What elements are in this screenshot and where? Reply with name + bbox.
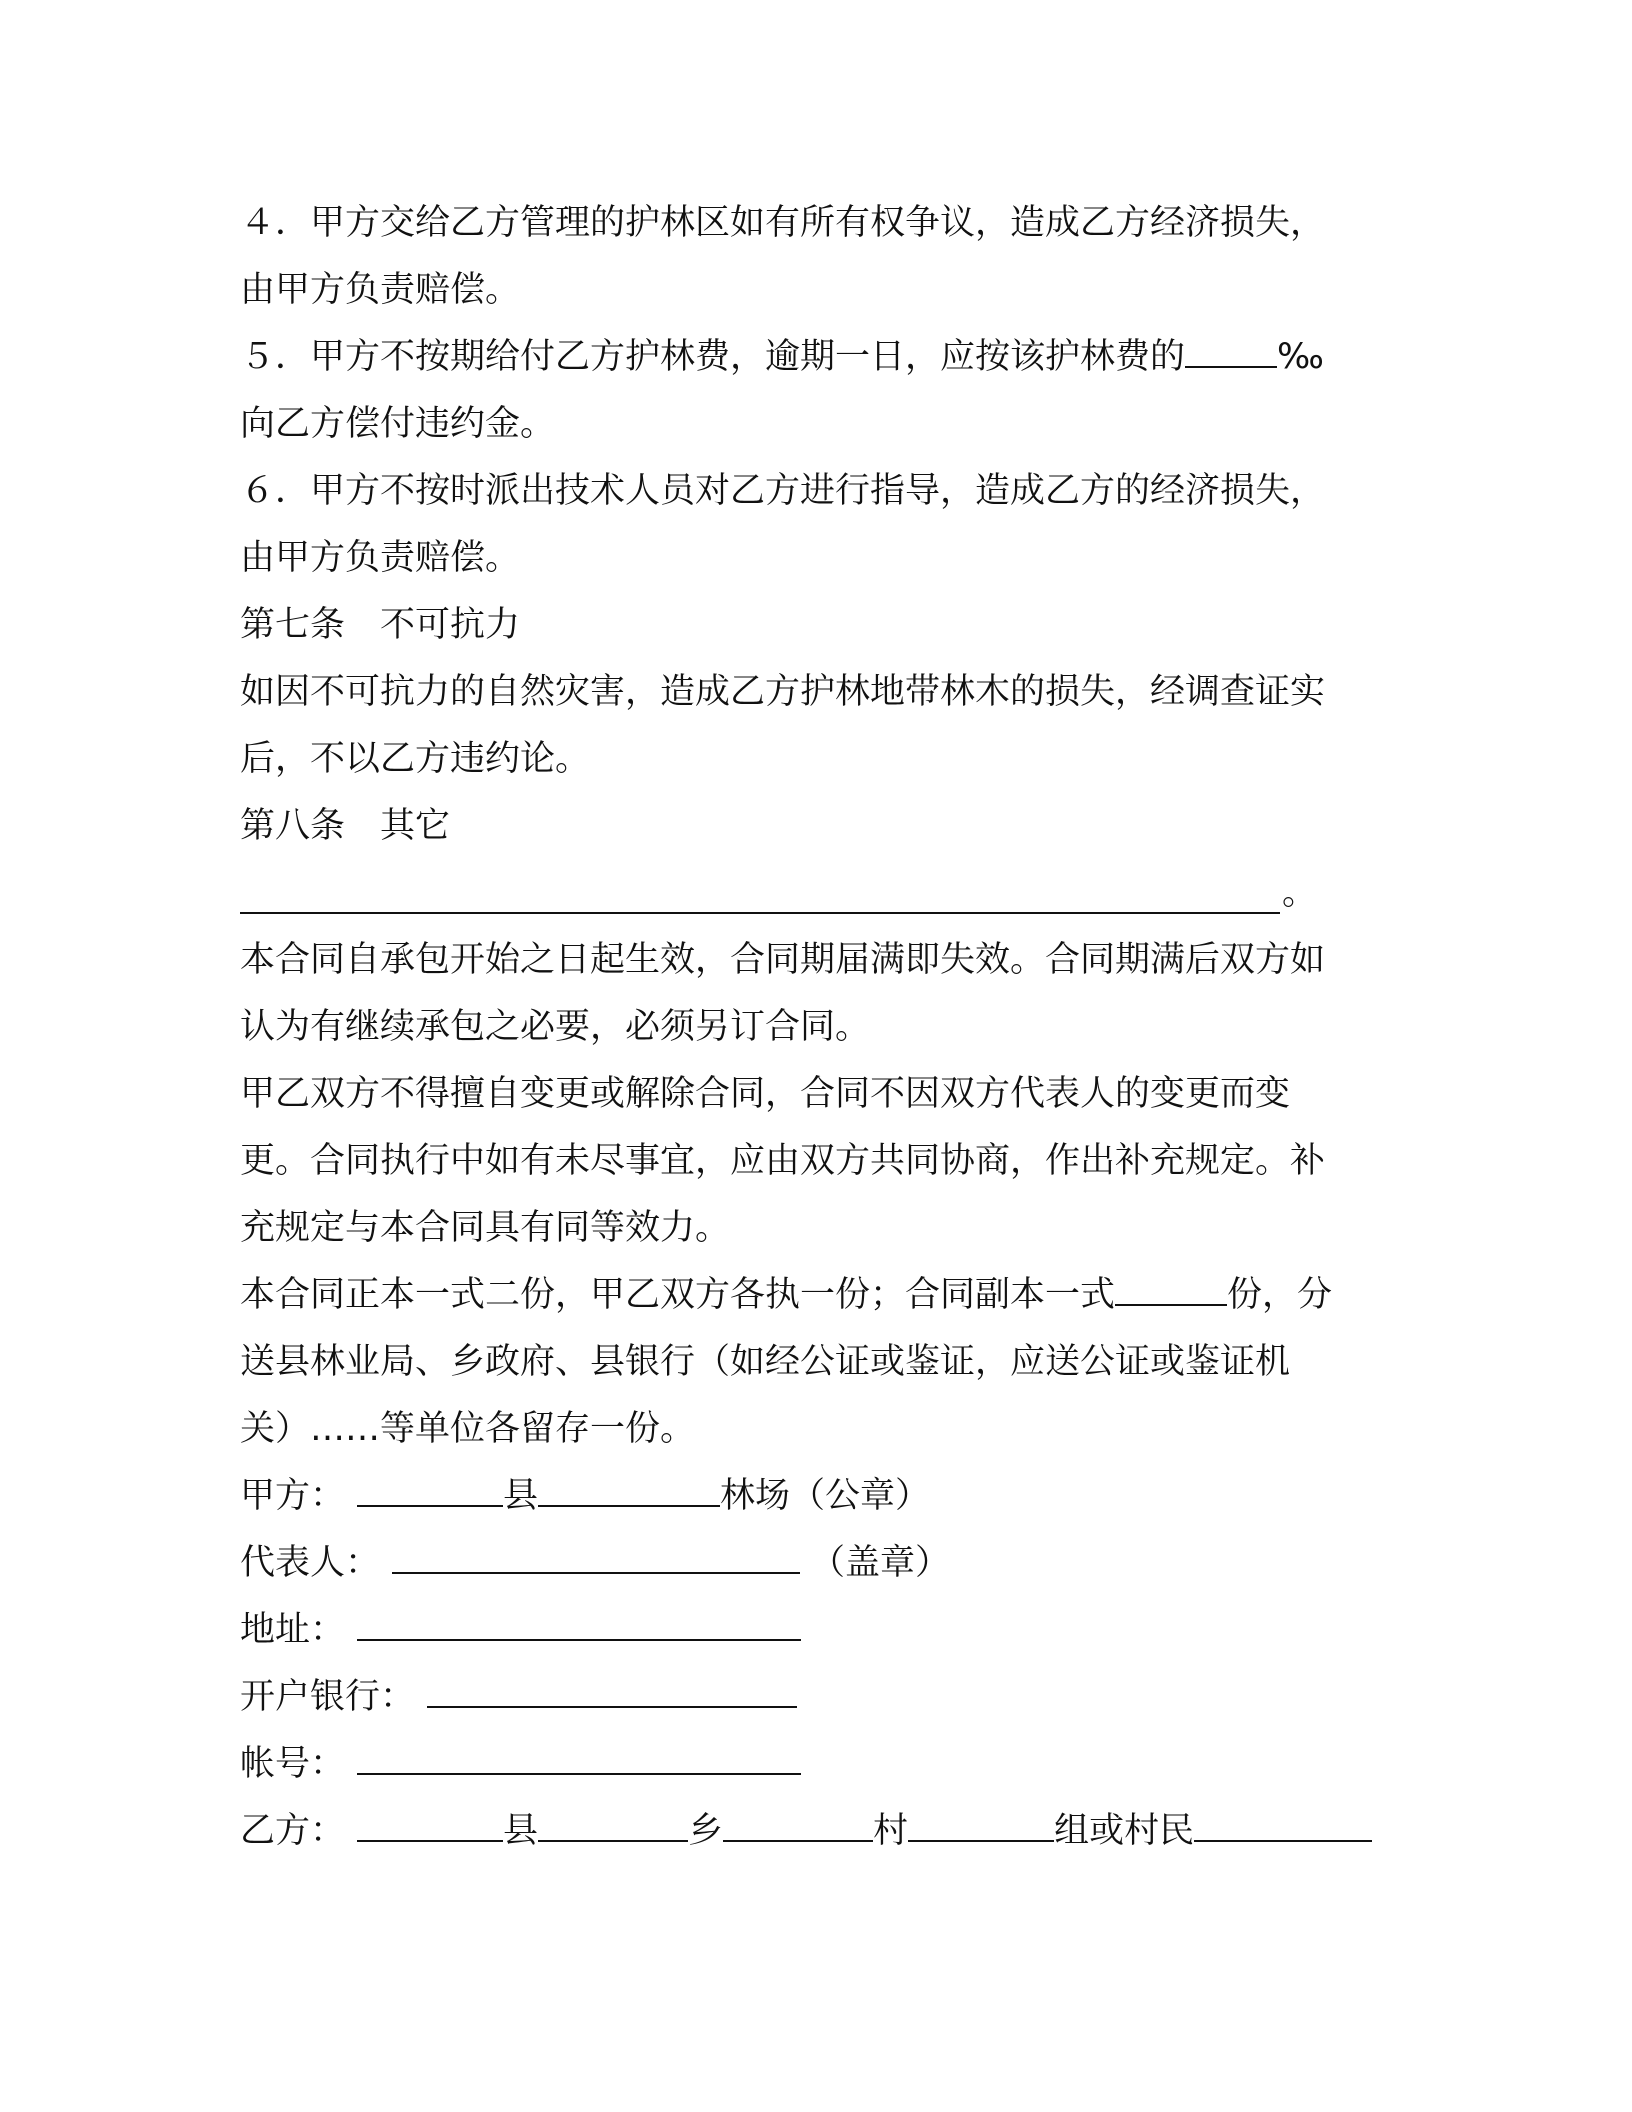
party-a-farm-label: 林场（公章） bbox=[720, 1476, 931, 1516]
account-label: 帐号： bbox=[240, 1744, 346, 1784]
clause-6-line-2: 由甲方负责赔偿。 bbox=[240, 538, 521, 578]
article-7-line-2: 后，不以乙方违约论。 bbox=[240, 739, 591, 779]
party-a-account-line bbox=[240, 1731, 1390, 1798]
party-a-county-label: 县 bbox=[503, 1476, 539, 1516]
party-b-label: 乙方： bbox=[240, 1811, 346, 1851]
party-a-address-line bbox=[240, 1597, 1390, 1664]
general-para-3-line-2: 送县林业局、乡政府、县银行（如经公证或鉴证，应送公证或鉴证机 bbox=[240, 1342, 1291, 1382]
general-para-1-line-1: 本合同自承包开始之日起生效，合同期届满即失效。合同期满后双方如 bbox=[240, 940, 1326, 980]
clause-5-text: ５．甲方不按期给付乙方护林费，逾期一日，应按该护林费的 bbox=[240, 337, 1186, 377]
party-b-village-label: 村 bbox=[873, 1811, 909, 1851]
party-b-line bbox=[240, 1798, 1390, 1865]
clause-5-line-1 bbox=[240, 324, 1390, 391]
party-a-bank-line bbox=[240, 1664, 1390, 1731]
party-a-label: 甲方： bbox=[240, 1476, 346, 1516]
clause-4-line-2: 由甲方负责赔偿。 bbox=[240, 270, 521, 310]
copies-text: 本合同正本一式二份，甲乙双方各执一份；合同副本一式 bbox=[240, 1275, 1116, 1315]
general-para-3-line-1 bbox=[240, 1262, 1390, 1329]
party-a-line bbox=[240, 1463, 1390, 1530]
party-a-county-blank[interactable] bbox=[357, 1475, 503, 1507]
article-8-other-line bbox=[240, 860, 1390, 927]
copies-count-blank[interactable] bbox=[1115, 1274, 1227, 1306]
party-a-farm-blank[interactable] bbox=[538, 1475, 720, 1507]
party-a-representative-line bbox=[240, 1530, 1390, 1597]
article-7-line-1: 如因不可抗力的自然灾害，造成乙方护林地带林木的损失，经调查证实 bbox=[240, 672, 1326, 712]
party-b-group-blank[interactable] bbox=[908, 1810, 1054, 1842]
clause-4-line-1: ４．甲方交给乙方管理的护林区如有所有权争议，造成乙方经济损失， bbox=[240, 203, 1326, 243]
party-b-village-blank[interactable] bbox=[723, 1810, 873, 1842]
general-para-1-line-2: 认为有继续承包之必要，必须另订合同。 bbox=[240, 1007, 871, 1047]
other-terms-blank[interactable] bbox=[240, 882, 1280, 914]
account-blank[interactable] bbox=[357, 1743, 801, 1775]
general-para-2-line-1: 甲乙双方不得擅自变更或解除合同，合同不因双方代表人的变更而变 bbox=[240, 1074, 1291, 1114]
penalty-rate-blank[interactable] bbox=[1185, 336, 1277, 368]
contract-page bbox=[240, 190, 1390, 1865]
bank-blank[interactable] bbox=[427, 1676, 797, 1708]
article-8-end-mark: 。 bbox=[1282, 873, 1318, 913]
general-para-2-line-2: 更。合同执行中如有未尽事宜，应由双方共同协商，作出补充规定。补 bbox=[240, 1141, 1326, 1181]
bank-label: 开户银行： bbox=[240, 1677, 416, 1717]
party-b-county-blank[interactable] bbox=[357, 1810, 503, 1842]
representative-label: 代表人： bbox=[240, 1543, 381, 1583]
copies-text-end: 份，分 bbox=[1227, 1275, 1333, 1315]
article-7-heading: 第七条 不可抗力 bbox=[240, 605, 521, 645]
clause-6-line-1: ６．甲方不按时派出技术人员对乙方进行指导，造成乙方的经济损失， bbox=[240, 471, 1326, 511]
party-b-villager-blank[interactable] bbox=[1194, 1810, 1372, 1842]
party-b-county-label: 县 bbox=[503, 1811, 539, 1851]
address-blank[interactable] bbox=[357, 1609, 801, 1641]
permille-sign: ‰ bbox=[1277, 337, 1324, 377]
representative-seal-label: （盖章） bbox=[810, 1543, 951, 1583]
address-label: 地址： bbox=[240, 1610, 346, 1650]
article-8-heading: 第八条 其它 bbox=[240, 806, 451, 846]
party-b-township-blank[interactable] bbox=[538, 1810, 688, 1842]
party-b-group-label: 组或村民 bbox=[1054, 1811, 1195, 1851]
general-para-3-line-3: 关）……等单位各留存一份。 bbox=[240, 1409, 696, 1449]
party-b-township-label: 乡 bbox=[688, 1811, 724, 1851]
representative-blank[interactable] bbox=[392, 1542, 800, 1574]
general-para-2-line-3: 充规定与本合同具有同等效力。 bbox=[240, 1208, 731, 1248]
clause-5-line-2: 向乙方偿付违约金。 bbox=[240, 404, 556, 444]
